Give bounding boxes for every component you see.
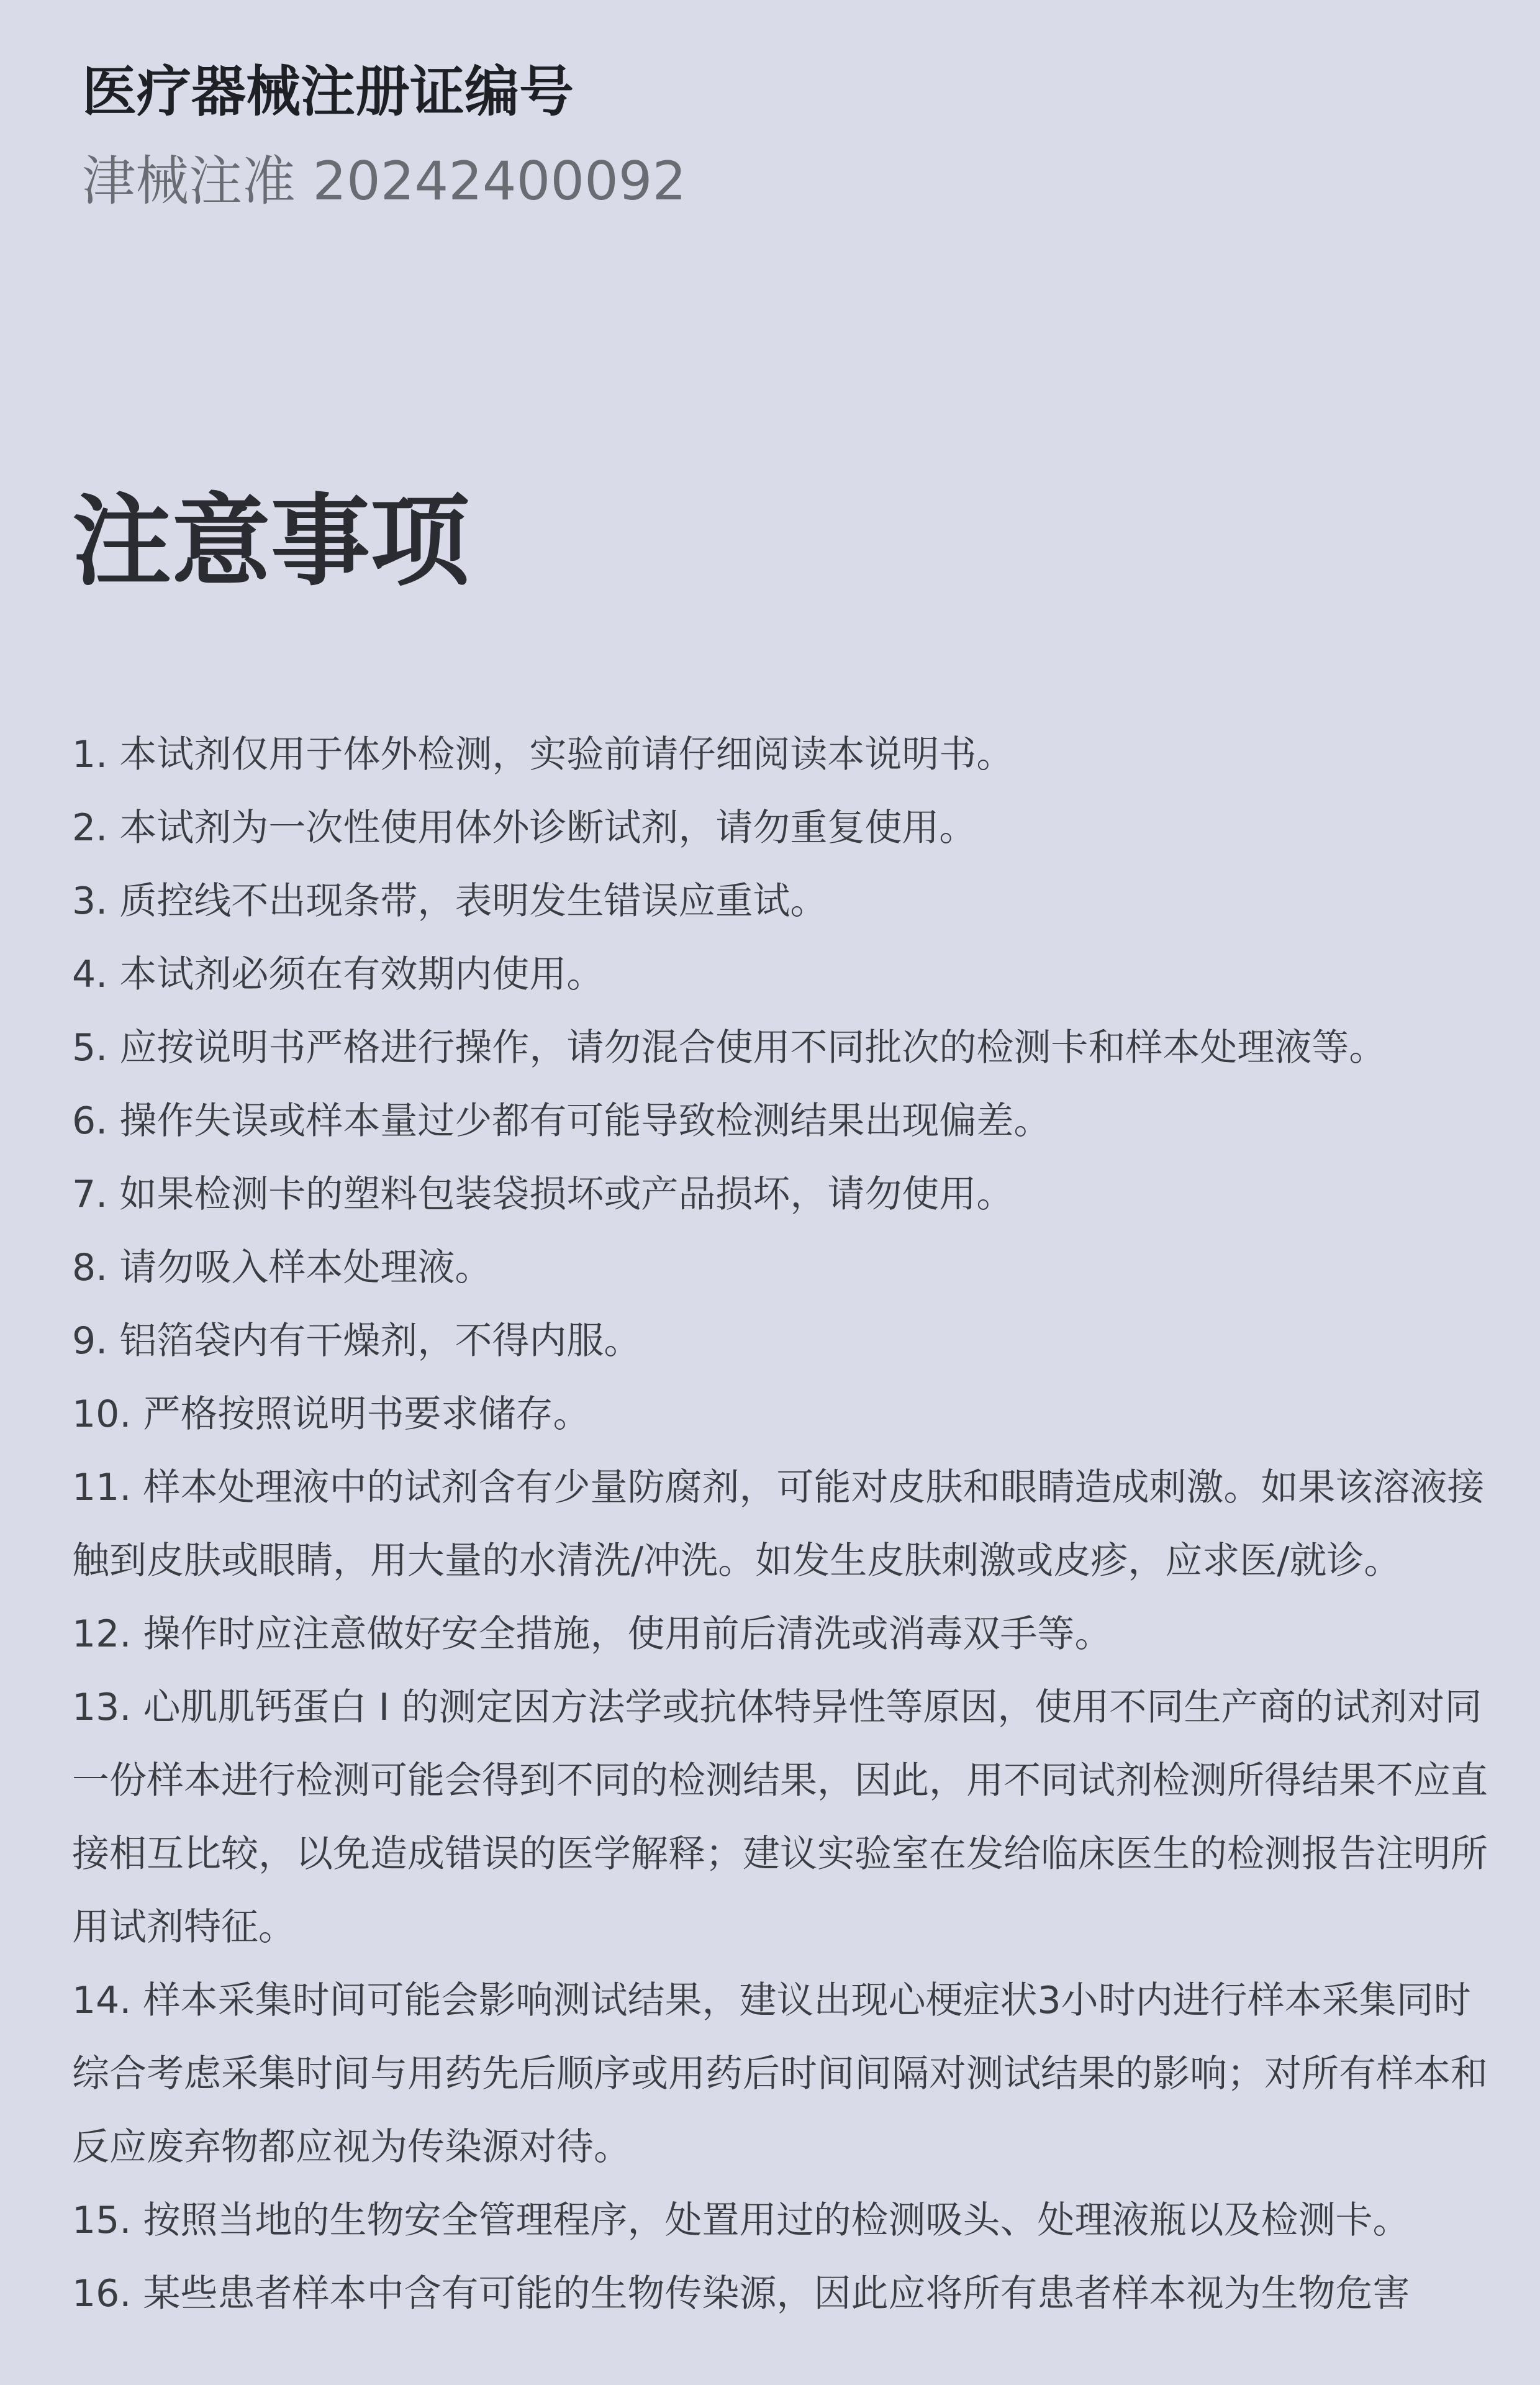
note-item: 8. 请勿吸入样本处理液。: [72, 1246, 492, 1289]
note-item: 9. 铝箔袋内有干燥剂，不得内服。: [72, 1319, 641, 1363]
note-item: 3. 质控线不出现条带，表明发生错误应重试。: [72, 879, 828, 923]
registration-number: 津械注准 20242400092: [82, 150, 687, 212]
note-item: 16. 某些患者样本中含有可能的生物传染源，因此应将所有患者样本视为生物危害: [72, 2272, 1410, 2315]
note-item: 2. 本试剂为一次性使用体外诊断试剂，请勿重复使用。: [72, 806, 977, 850]
note-item: 5. 应按说明书严格进行操作，请勿混合使用不同批次的检测卡和样本处理液等。: [72, 1026, 1387, 1070]
note-item: 14. 样本采集时间可能会影响测试结果，建议出现心梗症状3小时内进行样本采集同时综合考虑采集时间与用药先后顺序或用药后时间间隔对测试结果的影响；对所有样本和反应废弃物都应视为传染源对待。: [72, 1979, 1488, 2169]
note-item: 1. 本试剂仅用于体外检测，实验前请仔细阅读本说明书。: [72, 733, 1014, 776]
note-item: 13. 心肌肌钙蛋白 I 的测定因方法学或抗体特异性等原因，使用不同生产商的试剂对同一份样本进行检测可能会得到不同的检测结果，因此，用不同试剂检测所得结果不应直接相互比较，以免造成错误的医学解释；建议实验室在发给临床医生的检测报告注明所用试剂特征。: [72, 1686, 1488, 1949]
section-title: 注意事项: [72, 483, 470, 599]
note-item: 4. 本试剂必须在有效期内使用。: [72, 953, 604, 996]
registration-label: 医疗器械注册证编号: [82, 60, 574, 124]
note-item: 6. 操作失误或样本量过少都有可能导致检测结果出现偏差。: [72, 1099, 1051, 1143]
note-item: 11. 样本处理液中的试剂含有少量防腐剂，可能对皮肤和眼睛造成刺激。如果该溶液接触到皮肤或眼睛，用大量的水清洗/冲洗。如发生皮肤刺激或皮疹，应求医/就诊。: [72, 1466, 1485, 1583]
note-item: 7. 如果检测卡的塑料包装袋损坏或产品损坏，请勿使用。: [72, 1173, 1014, 1216]
notes-list: [72, 718, 1500, 2330]
note-item: 12. 操作时应注意做好安全措施，使用前后清洗或消毒双手等。: [72, 1612, 1112, 1656]
note-item: 10. 严格按照说明书要求储存。: [72, 1392, 591, 1436]
note-item: 15. 按照当地的生物安全管理程序，处置用过的检测吸头、处理液瓶以及检测卡。: [72, 2199, 1410, 2242]
